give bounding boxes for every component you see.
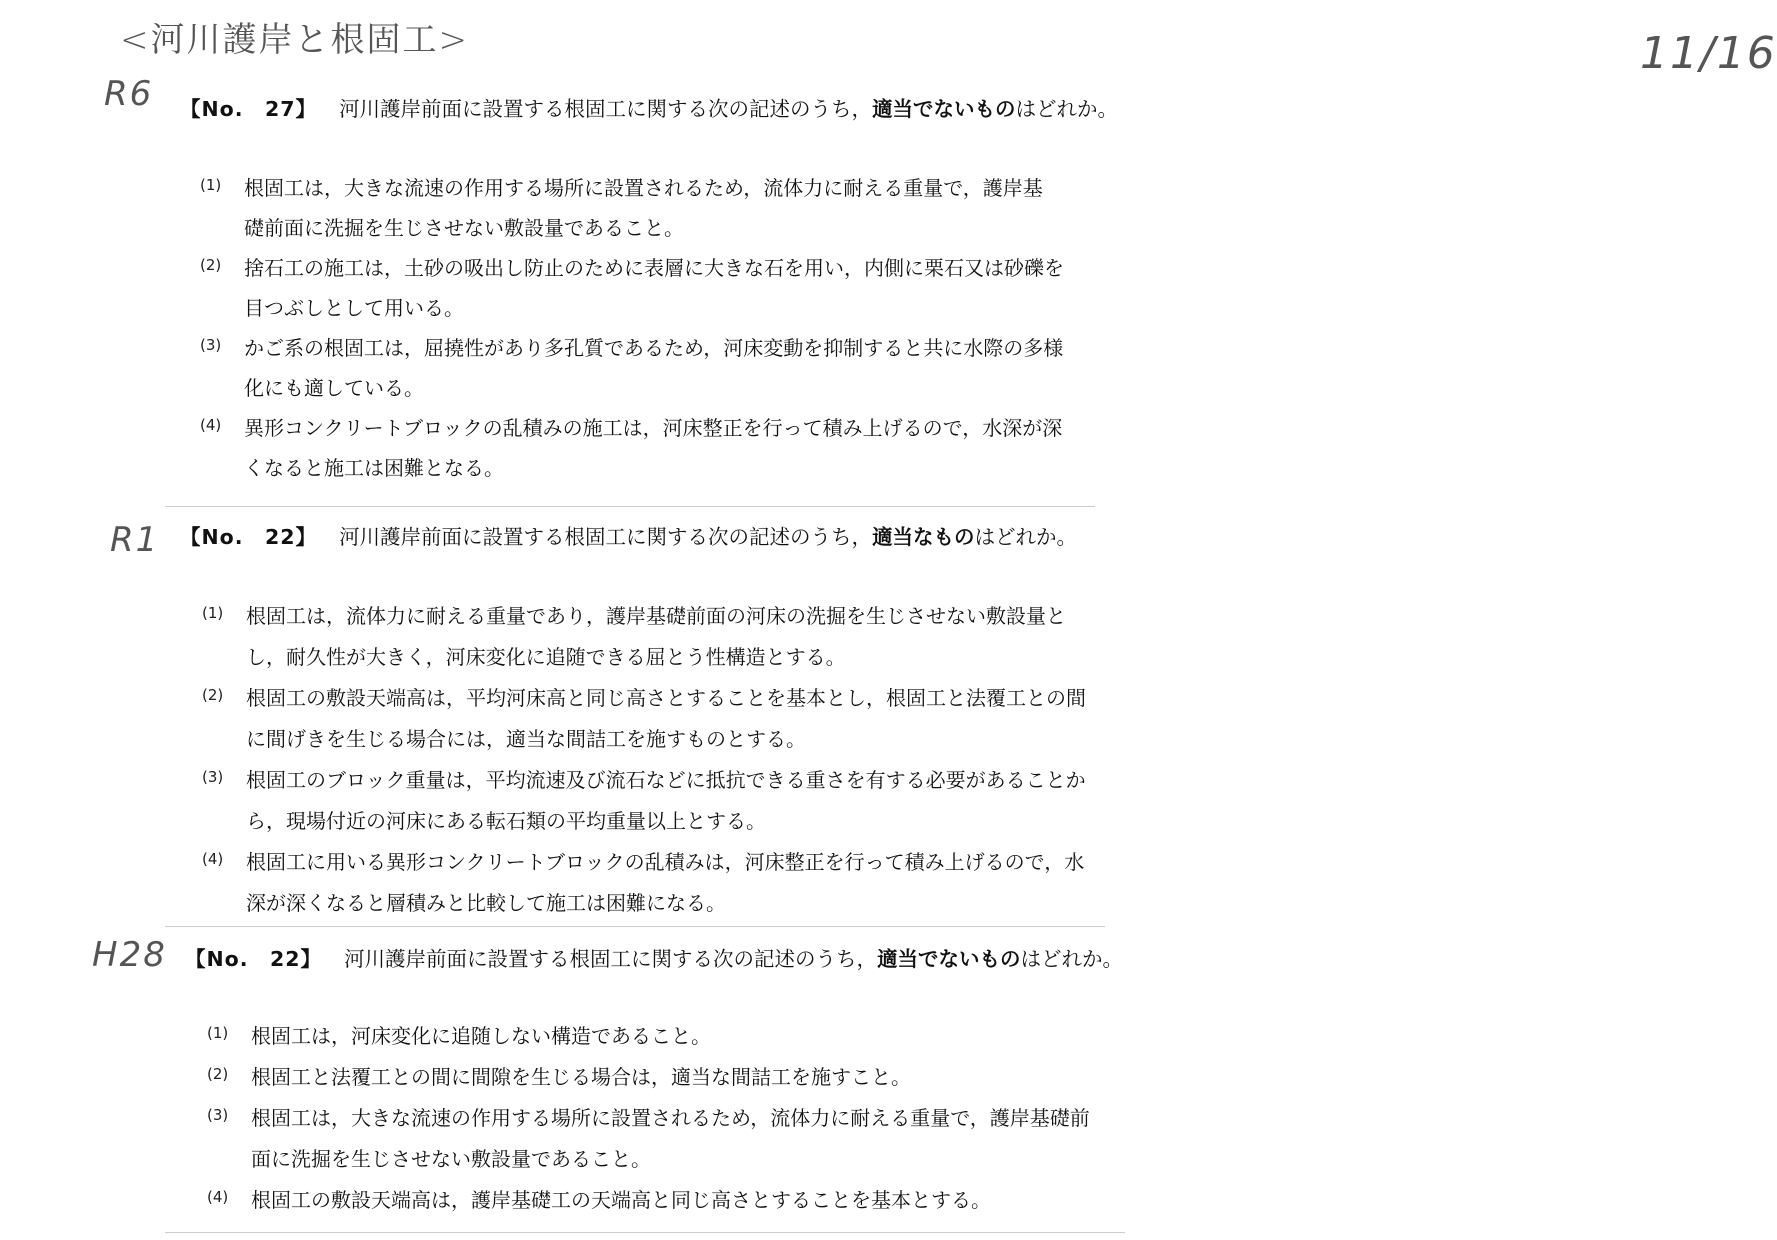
option-number: (2) — [207, 1065, 229, 1083]
option-3 — [200, 332, 1100, 372]
option-line: 根固工は，流体力に耐える重量であり，護岸基礎前面の河床の洗掘を生じさせない敷設量と — [246, 604, 1066, 628]
option-4-continued — [200, 452, 1100, 492]
option-number: (4) — [202, 850, 224, 868]
option-3-continued — [200, 372, 1100, 412]
option-line: 深が深くなると層積みと比較して施工は困難になる。 — [246, 891, 726, 915]
option-line: かご系の根固工は，屈撓性があり多孔質であるため，河床変動を抑制すると共に水際の多様 — [244, 336, 1064, 360]
stem-emphasis: 適当なもの — [872, 525, 975, 549]
option-line: 目つぶしとして用いる。 — [244, 296, 464, 320]
option-2 — [202, 682, 1102, 723]
option-3 — [202, 764, 1102, 805]
question-number: 【No. 22】 — [180, 525, 318, 549]
handwritten-heading: <河川護岸と根固工> — [120, 20, 469, 60]
option-line: 異形コンクリートブロックの乱積みの施工は，河床整正を行って積み上げるので，水深が深 — [244, 416, 1063, 440]
option-2 — [200, 252, 1100, 292]
question-number: 【No. 22】 — [185, 947, 323, 971]
year-mark-h28: H28 — [92, 935, 167, 975]
option-number: (3) — [200, 336, 222, 354]
question-stem — [180, 92, 1119, 122]
option-line: 面に洗掘を生じさせない敷設量であること。 — [251, 1147, 651, 1171]
option-number: (3) — [202, 768, 224, 786]
option-1 — [202, 600, 1102, 641]
option-2-continued — [202, 723, 1102, 764]
option-2-continued — [200, 292, 1100, 332]
section-divider — [165, 1232, 1125, 1233]
option-line: 根固工の敷設天端高は，平均河床高と同じ高さとすることを基本とし，根固工と法覆工との間 — [246, 686, 1086, 710]
option-1 — [200, 172, 1100, 212]
question-stem — [185, 942, 1124, 972]
option-3-continued — [202, 805, 1102, 846]
option-line: 根固工に用いる異形コンクリートブロックの乱積みは，河床整正を行って積み上げるので，水 — [246, 850, 1085, 874]
option-number: (2) — [200, 256, 222, 274]
option-number: (4) — [207, 1188, 229, 1206]
question-block-r6 — [180, 92, 1119, 480]
option-line: 化にも適している。 — [244, 376, 424, 400]
option-4 — [202, 846, 1102, 887]
option-number: (1) — [200, 176, 222, 194]
question-number: 【No. 27】 — [180, 97, 318, 121]
question-block-r1 — [180, 520, 1100, 915]
stem-text: 河川護岸前面に設置する根固工に関する次の記述のうち， — [339, 525, 873, 549]
option-number: (2) — [202, 686, 224, 704]
option-line: くなると施工は困難となる。 — [244, 456, 504, 480]
option-number: (4) — [200, 416, 222, 434]
option-line: 根固工と法覆工との間に間隙を生じる場合は，適当な間詰工を施すこと。 — [251, 1065, 911, 1089]
stem-emphasis: 適当でないもの — [872, 97, 1016, 121]
section-divider — [165, 506, 1095, 507]
option-1-continued — [200, 212, 1100, 252]
stem-text: 河川護岸前面に設置する根固工に関する次の記述のうち， — [344, 947, 878, 971]
option-line: し，耐久性が大きく，河床変化に追随できる屈とう性構造とする。 — [246, 645, 846, 669]
option-4-continued — [202, 887, 1102, 928]
option-line: 根固工は，河床変化に追随しない構造であること。 — [251, 1024, 711, 1048]
year-mark-r6: R6 — [104, 74, 154, 114]
option-3-continued — [207, 1143, 1107, 1184]
option-1 — [207, 1020, 1107, 1061]
option-number: (3) — [207, 1106, 229, 1124]
year-mark-r1: R1 — [110, 520, 160, 560]
option-line: 礎前面に洗掘を生じさせない敷設量であること。 — [244, 216, 684, 240]
option-number: (1) — [207, 1024, 229, 1042]
option-line: ら，現場付近の河床にある転石類の平均重量以上とする。 — [246, 809, 766, 833]
question-block-h28 — [185, 942, 1124, 1212]
handwritten-date: 11/16 — [1640, 28, 1777, 79]
question-stem — [180, 520, 1100, 550]
option-line: 根固工のブロック重量は，平均流速及び流石などに抵抗できる重さを有する必要があることか — [246, 768, 1086, 792]
option-3 — [207, 1102, 1107, 1143]
section-divider — [165, 926, 1105, 927]
option-line: 根固工の敷設天端高は，護岸基礎工の天端高と同じ高さとすることを基本とする。 — [251, 1188, 991, 1212]
stem-text: 河川護岸前面に設置する根固工に関する次の記述のうち， — [339, 97, 873, 121]
stem-suffix: はどれか。 — [1015, 97, 1119, 121]
stem-suffix: はどれか。 — [1020, 947, 1124, 971]
stem-suffix: はどれか。 — [974, 525, 1078, 549]
option-line: 根固工は，大きな流速の作用する場所に設置されるため，流体力に耐える重量で，護岸基 — [244, 176, 1043, 200]
option-4 — [200, 412, 1100, 452]
option-1-continued — [202, 641, 1102, 682]
option-2 — [207, 1061, 1107, 1102]
option-line: 捨石工の施工は，土砂の吸出し防止のために表層に大きな石を用い，内側に栗石又は砂礫を — [244, 256, 1064, 280]
option-number: (1) — [202, 604, 224, 622]
option-line: に間げきを生じる場合には，適当な間詰工を施すものとする。 — [246, 727, 806, 751]
option-4 — [207, 1184, 1107, 1225]
option-line: 根固工は，大きな流速の作用する場所に設置されるため，流体力に耐える重量で，護岸基礎前 — [251, 1106, 1090, 1130]
stem-emphasis: 適当でないもの — [877, 947, 1021, 971]
